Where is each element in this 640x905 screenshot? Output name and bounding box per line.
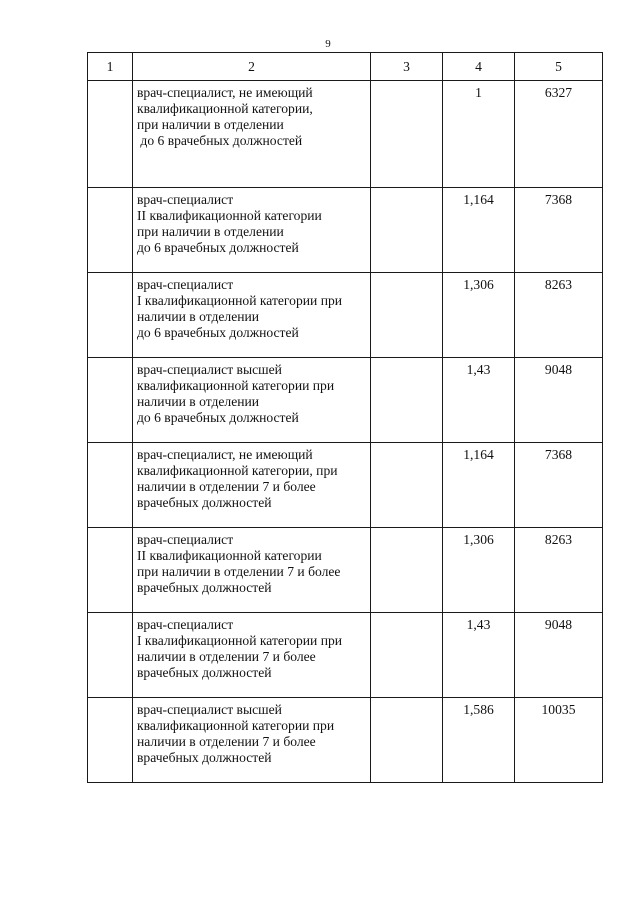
description-line: при наличии в отделении [137,224,284,239]
description-line: врач-специалист, не имеющий [137,85,313,100]
salary-cell: 9048 [515,358,603,443]
position-description [133,698,371,783]
position-description [133,81,371,188]
table-row [88,443,603,528]
description-line: врач-специалист, не имеющий [137,447,313,462]
cell-col-3 [371,188,443,273]
position-description [133,528,371,613]
coefficient-cell: 1,306 [443,273,515,358]
salary-cell: 6327 [515,81,603,188]
description-line: наличии в отделении 7 и более [137,734,316,749]
salary-cell: 7368 [515,188,603,273]
position-description [133,443,371,528]
position-description [133,188,371,273]
cell-col-3 [371,698,443,783]
description-line: врачебных должностей [137,665,272,680]
description-line: врачебных должностей [137,750,272,765]
coefficient-cell: 1,43 [443,358,515,443]
description-line: до 6 врачебных должностей [137,325,299,340]
description-line: врачебных должностей [137,495,272,510]
table-row [88,358,603,443]
description-line: I квалификационной категории при [137,633,343,648]
table-row [88,528,603,613]
cell-col-1 [88,698,133,783]
cell-col-1 [88,81,133,188]
description-line: врач-специалист высшей [137,702,282,717]
description-line: врач-специалист [137,617,234,632]
header-col-5: 5 [515,53,603,81]
table-row [88,613,603,698]
coefficient-cell: 1,586 [443,698,515,783]
header-row [88,53,603,81]
salary-cell: 8263 [515,528,603,613]
coefficient-cell: 1 [443,81,515,188]
salary-cell: 8263 [515,273,603,358]
cell-col-1 [88,188,133,273]
cell-col-3 [371,273,443,358]
description-line: II квалификационной категории [137,548,322,563]
description-line: I квалификационной категории при [137,293,343,308]
coefficient-cell: 1,164 [443,443,515,528]
header-col-3: 3 [371,53,443,81]
table-row [88,698,603,783]
description-line: наличии в отделении 7 и более [137,479,316,494]
table-row [88,81,603,188]
cell-col-3 [371,613,443,698]
coefficient-cell: 1,164 [443,188,515,273]
description-line: врачебных должностей [137,580,272,595]
salary-table [87,52,603,783]
cell-col-3 [371,358,443,443]
cell-col-3 [371,81,443,188]
header-col-4: 4 [443,53,515,81]
salary-cell: 10035 [515,698,603,783]
description-line: квалификационной категории при [137,718,335,733]
description-line: до 6 врачебных должностей [137,240,299,255]
cell-col-1 [88,613,133,698]
table-header [88,53,603,81]
header-col-1: 1 [88,53,133,81]
coefficient-cell: 1,43 [443,613,515,698]
salary-cell: 9048 [515,613,603,698]
cell-col-1 [88,528,133,613]
description-line: при наличии в отделении 7 и более [137,564,341,579]
position-description [133,358,371,443]
description-line: при наличии в отделении [137,117,284,132]
header-col-2: 2 [133,53,371,81]
cell-col-1 [88,358,133,443]
description-line: квалификационной категории, при [137,463,338,478]
page-number: 9 [325,38,331,50]
description-line: до 6 врачебных должностей [137,410,299,425]
salary-cell: 7368 [515,443,603,528]
description-line: врач-специалист [137,532,234,547]
table-row [88,273,603,358]
description-line: врач-специалист [137,192,234,207]
cell-col-3 [371,528,443,613]
table-body [88,81,603,783]
description-line: врач-специалист высшей [137,362,282,377]
position-description [133,273,371,358]
cell-col-1 [88,273,133,358]
description-line: наличии в отделении [137,394,260,409]
description-line: квалификационной категории, [137,101,313,116]
coefficient-cell: 1,306 [443,528,515,613]
cell-col-1 [88,443,133,528]
description-line: врач-специалист [137,277,234,292]
table-row [88,188,603,273]
description-line: квалификационной категории при [137,378,335,393]
position-description [133,613,371,698]
description-line: до 6 врачебных должностей [137,133,303,148]
description-line: наличии в отделении [137,309,260,324]
description-line: наличии в отделении 7 и более [137,649,316,664]
cell-col-3 [371,443,443,528]
description-line: II квалификационной категории [137,208,322,223]
